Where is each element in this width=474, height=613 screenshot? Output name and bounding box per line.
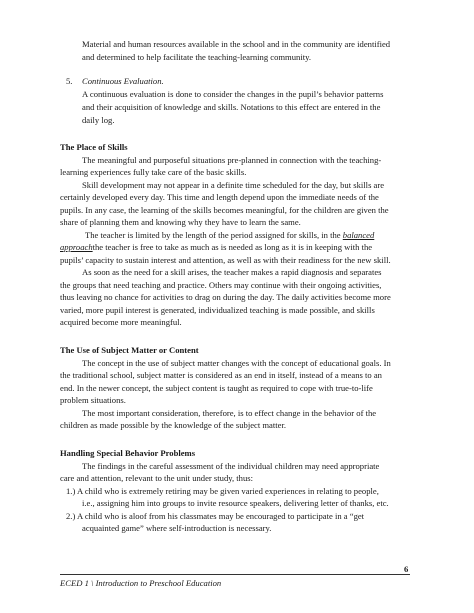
page-number: 6	[404, 564, 409, 574]
list-item-title: Continuous Evaluation.	[82, 76, 164, 86]
paragraph-line: the groups that need teaching and practice. Others may continue with their ongoing activities,	[60, 280, 382, 290]
section-heading: The Place of Skills	[60, 142, 128, 152]
paragraph-line: The concept in the use of subject matter changes with the concept of educational goals. In	[82, 358, 391, 368]
paragraph-line: A continuous evaluation is done to consider the changes in the pupil’s behavior patterns	[82, 89, 384, 99]
underlined-term: approach	[60, 242, 93, 252]
paragraph-line: As soon as the need for a skill arises, the teacher makes a rapid diagnosis and separates	[82, 267, 382, 277]
paragraph-line: certainly developed every day. This time and length depend upon the immediate needs of the	[60, 192, 379, 202]
paragraph-line	[60, 242, 372, 253]
paragraph-line: Material and human resources available in the school and in the community are identified	[82, 39, 391, 49]
footer-course-title: ECED 1 \ Introduction to Preschool Education	[60, 578, 222, 588]
paragraph-line: pupils’ capacity to sustain interest and attention, as well as with their readiness for the new skill.	[60, 255, 391, 265]
text-run: The teacher is limited by the length of the period assigned for skills, in the	[85, 230, 341, 240]
list-item-continuation: i.e., assigning him into groups to invite resource speakers, delivering letter of thanks, etc.	[82, 498, 389, 508]
paragraph-line: and determined to help facilitate the teaching-learning community.	[82, 52, 312, 62]
list-item-continuation: acquainted game” where self-introduction is necessary.	[82, 523, 272, 533]
paragraph-line: thus leaving no chance for activities to drag on during the day. The daily activities become more	[60, 292, 391, 302]
list-item: 1.) A child who is extremely retiring may be given varied experiences in relating to people,	[66, 486, 379, 496]
paragraph-line: pupils. In any case, the learning of the skills becomes meaningful, for the children are given the	[60, 205, 389, 215]
paragraph-line: end. In the newer concept, the subject content is taught as required to cope with true-to-life	[60, 383, 373, 393]
paragraph-line: share of planning them and knowing why they have to learn the same.	[60, 217, 301, 227]
paragraph-line: The meaningful and purposeful situations pre-planned in connection with the teaching-	[82, 155, 382, 165]
paragraph-line: children as made possible by the knowledge of the subject matter.	[60, 420, 287, 430]
paragraph-line	[85, 230, 374, 241]
footer-divider	[60, 574, 410, 575]
paragraph-line: care and attention, relevant to the unit under study, thus:	[60, 473, 253, 483]
paragraph-line: problem situations.	[60, 395, 126, 405]
paragraph-line: acquired become more meaningful.	[60, 317, 182, 327]
paragraph-line: The findings in the careful assessment of the individual children may need appropriate	[82, 461, 380, 471]
paragraph-line: Skill development may not appear in a definite time scheduled for the day, but skills are	[82, 180, 385, 190]
paragraph-line: varied, more pupil interest is generated, individualized teaching is made possible, and skills	[60, 305, 375, 315]
section-heading: The Use of Subject Matter or Content	[60, 345, 199, 355]
list-number: 5.	[66, 76, 73, 86]
paragraph-line: The most important consideration, therefore, is to effect change in the behavior of the	[82, 408, 377, 418]
paragraph-line: and their acquisition of knowledge and skills. Notations to this effect are entered in the	[82, 102, 381, 112]
list-item: 2.) A child who is aloof from his classmates may be encouraged to participate in a “get	[66, 511, 365, 521]
section-heading: Handling Special Behavior Problems	[60, 448, 196, 458]
underlined-term: balanced	[342, 230, 375, 240]
paragraph-line: the traditional school, subject matter is considered as an end in itself, instead of a means to an	[60, 370, 382, 380]
paragraph-line: daily log.	[82, 115, 115, 125]
text-run: the teacher is free to take as much as is needed as long as it is in keeping with the	[92, 242, 373, 252]
paragraph-line: learning experiences fully take care of the basic skills.	[60, 167, 247, 177]
